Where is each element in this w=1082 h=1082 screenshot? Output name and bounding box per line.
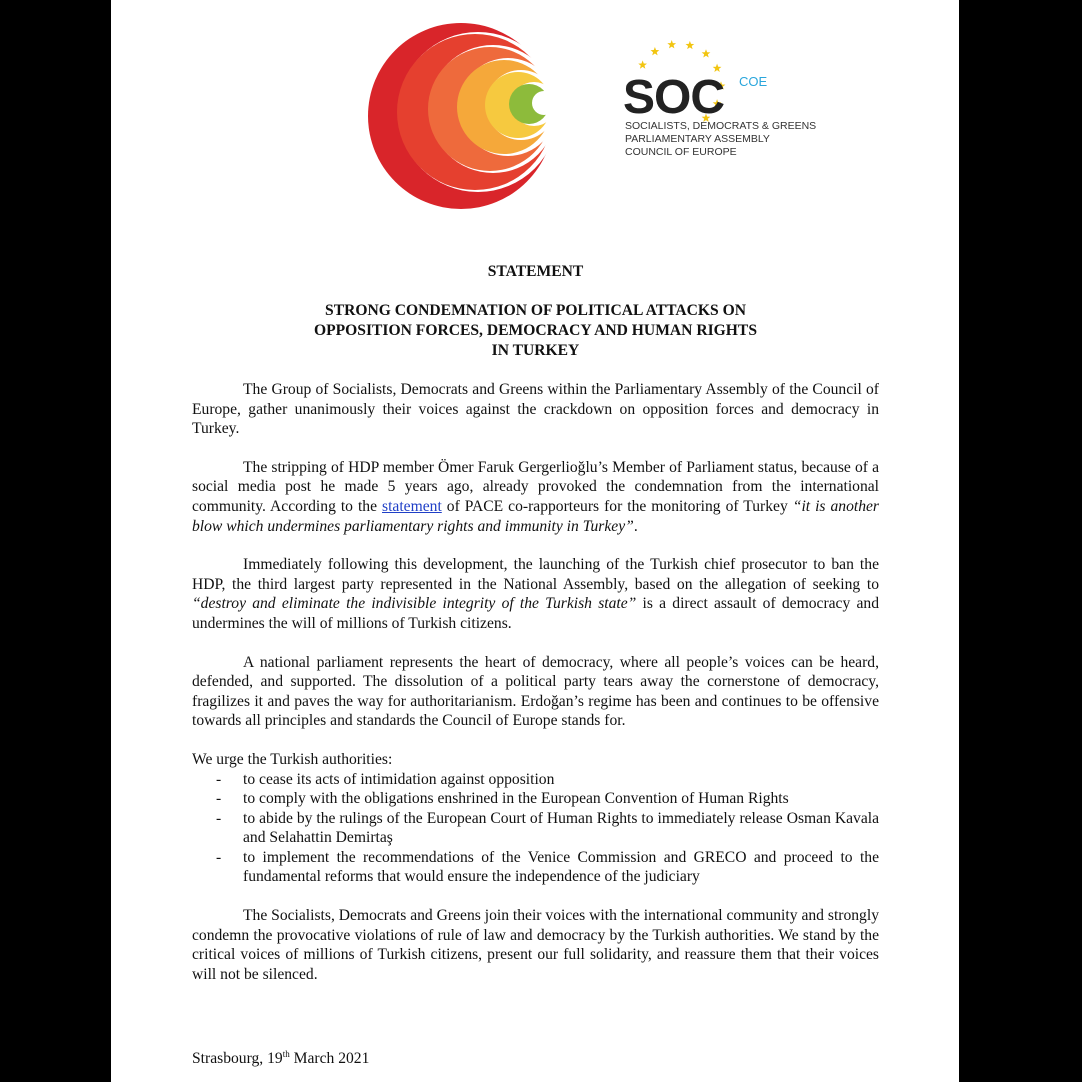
urge-item-text: to implement the recommendations of the Venice Commission and GRECO and proceed to the fundamental reforms that would ensure the independence of the judiciary	[243, 848, 879, 886]
paragraph-3-text-b: is a direct assault of democracy and undermines the will of millions of Turkish citizens.	[192, 595, 880, 632]
urge-item-text: to cease its acts of intimidation against opposition	[243, 770, 555, 788]
bullet-dash: -	[216, 790, 222, 808]
bullet-dash: -	[216, 809, 222, 827]
urge-intro: We urge the Turkish authorities:	[192, 750, 393, 768]
title-line-1: STRONG CONDEMNATION OF POLITICAL ATTACKS ON	[325, 302, 746, 319]
paragraph-3	[192, 555, 879, 633]
date-ordinal: th	[282, 1049, 290, 1059]
urge-item-text: to abide by the rulings of the European Court of Human Rights to immediately release Osman Kavala and Selahattin Demirtaş	[243, 809, 879, 847]
urge-item	[192, 848, 879, 887]
paragraph-3-quote: “destroy and eliminate the indivisible integrity of the Turkish state”	[192, 595, 637, 613]
urge-item-text: to comply with the obligations enshrined in the European Convention of Human Rights	[243, 790, 789, 808]
urge-list	[192, 770, 879, 888]
title-line-2: OPPOSITION FORCES, DEMOCRACY AND HUMAN RIGHTS	[313, 322, 757, 339]
place-and-date	[192, 1049, 369, 1069]
logo-line-3: COUNCIL OF EUROPE	[625, 146, 737, 158]
place-date-text-a: Strasbourg, 19	[192, 1050, 283, 1067]
paragraph-2-text-a: The stripping of HDP member Ömer Faruk Gergerlioğlu’s Member of Parliament status, because of a social media post he made 5 years ago, already provoked the condemnation from the international community. According to the	[192, 458, 879, 515]
statement-body	[192, 262, 879, 984]
paragraph-5: The Socialists, Democrats and Greens join their voices with the international community and strongly condemn the provocative violations of rule of law and democracy by the Turkish authorities. We stand by the critical voices of millions of Turkish citizens, present our full solidarity, and reassure them that their voices will not be silenced.	[192, 907, 879, 983]
urge-item	[192, 789, 879, 809]
paragraph-2-quote: “it is another blow which undermines parliamentary rights and immunity in Turkey”	[192, 497, 879, 535]
urge-item	[192, 809, 879, 848]
place-date-text-b: March 2021	[289, 1050, 370, 1067]
logo-superscript: COE	[739, 74, 768, 89]
paragraph-1: The Group of Socialists, Democrats and Greens within the Parliamentary Assembly of the Council of Europe, gather unanimously their voices against the crackdown on opposition forces and democracy in Turkey.	[192, 381, 879, 438]
title-line-3: IN TURKEY	[491, 342, 580, 359]
logo-line-2: PARLIAMENTARY ASSEMBLY	[625, 133, 770, 145]
paragraph-2-text-b: of PACE co-rapporteurs for the monitoring of Turkey	[441, 497, 793, 515]
bullet-dash: -	[216, 848, 222, 866]
document-page	[111, 0, 959, 1082]
bullet-dash: -	[216, 770, 222, 788]
statement-heading: STATEMENT	[487, 263, 584, 280]
paragraph-2	[192, 458, 879, 536]
logo-wordmark: SOC	[623, 71, 725, 124]
urge-item	[192, 770, 879, 790]
soc-coe-logo	[361, 18, 817, 214]
paragraph-3-text-a: Immediately following this development, the launching of the Turkish chief prosecutor to ban the HDP, the third largest party represented in the National Assembly, based on the allegation of seeking to	[192, 556, 879, 593]
paragraph-4: A national parliament represents the heart of democracy, where all people’s voices can be heard, defended, and supported. The dissolution of a political party tears away the cornerstone of democracy, fragilizes it and paves the way for authoritarianism. Erdoğan’s regime has been and continues to be offensive towards all principles and standards the Council of Europe stands for.	[192, 653, 879, 730]
paragraph-2-text-c: .	[633, 517, 638, 535]
statement-title	[192, 301, 879, 361]
logo-line-1: SOCIALISTS, DEMOCRATS & GREENS	[625, 120, 817, 132]
statement-link[interactable]: statement	[382, 497, 442, 515]
